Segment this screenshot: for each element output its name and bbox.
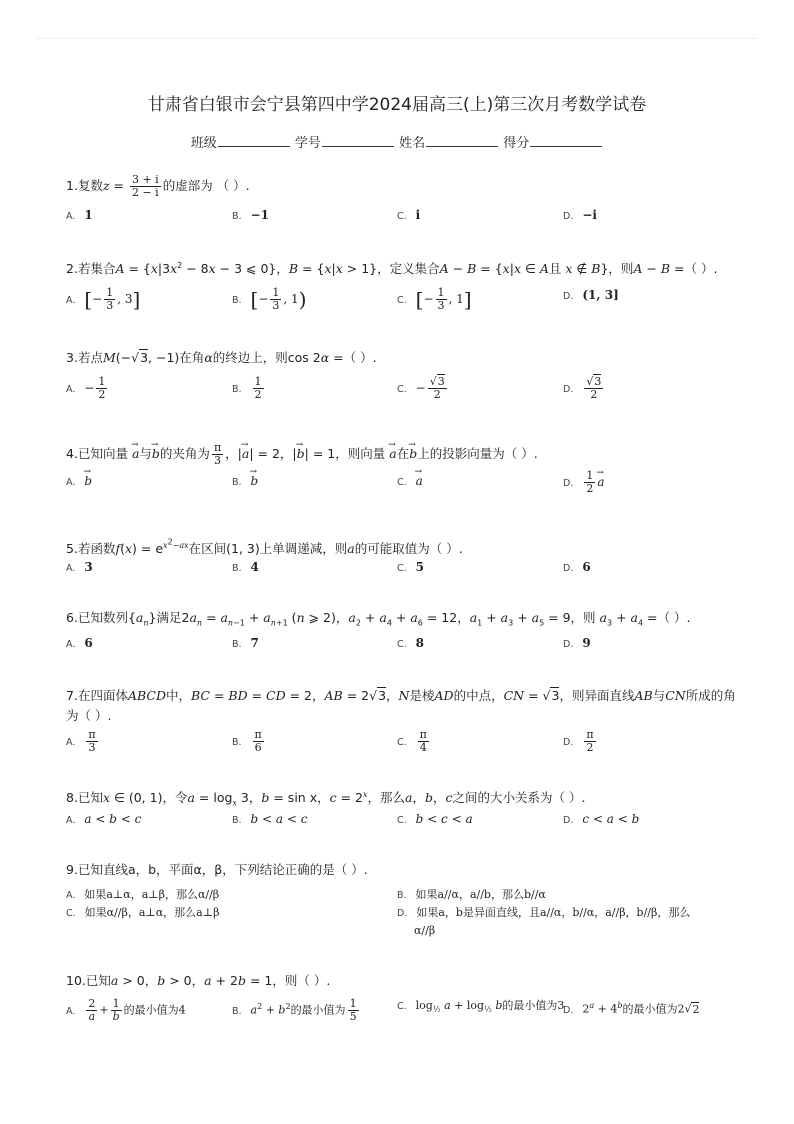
q3-option-c[interactable]: C. − $\frac{√3}{2}$ bbox=[397, 375, 445, 401]
q4-option-c[interactable]: C.→ a bbox=[397, 473, 423, 491]
q7-option-d[interactable]: D. $\frac{\pi}{2}$ bbox=[563, 728, 594, 754]
question-2: 2.若集合$A = \{x|3x^2 - 8x - 3$ ⩽ 0}，B = {x|x > 1}，定义集合A − B = {x|x ∈ A且 x ∉ B}，则A − B =（ ）. bbox=[66, 261, 718, 277]
q2-option-a[interactable]: A. [− $\frac{1}{3}$ , 3] bbox=[66, 286, 141, 312]
question-7: 7.在四面体ABCD中，BC = BD = CD = 2，AB = 2√3，N是棱AD的中点，CN = √3，则异面直线AB与CN所成的角为（ ）. bbox=[66, 688, 736, 723]
q2-option-b[interactable]: B. [− $\frac{1}{3}$ , 1) bbox=[232, 286, 307, 312]
q7-option-a[interactable]: A. $\frac{\pi}{3}$ bbox=[66, 728, 96, 754]
question-9: 9.已知直线a，b，平面α，β，下列结论正确的是（ ）. bbox=[66, 862, 368, 877]
q1-option-b[interactable]: B. −1 bbox=[232, 208, 269, 222]
class-label: 班级 bbox=[190, 136, 217, 151]
q6-option-d[interactable]: D. 9 bbox=[563, 636, 591, 650]
question-3: 3.若点M(−√3, −1)在角α的终边上，则cos 2α =（ ）. bbox=[66, 350, 377, 365]
q2-option-d[interactable]: D. (1, 3] bbox=[563, 288, 619, 302]
q8-option-a[interactable]: A. a < b < c bbox=[66, 812, 142, 826]
q6-option-c[interactable]: C. 8 bbox=[397, 636, 425, 650]
q10-option-b[interactable]: B. $a^2 + b^2$的最小值为 $\frac{1}{5}$ bbox=[232, 997, 357, 1023]
q1-option-d[interactable]: D. −i bbox=[563, 208, 597, 222]
question-5: 5.若函数$f(x) = e^{x^2-ax}$在区间(1, 3)上单调递减，则a的可能取值为（ ）. bbox=[66, 537, 463, 556]
q9-option-d[interactable]: D. 如果a，b是异面直线，且a//α，b//α，a//β，b//β，那么 bbox=[397, 906, 691, 919]
page-title: 甘肃省白银市会宁县第四中学2024届高三(上)第三次月考数学试卷 bbox=[147, 95, 647, 115]
question-6: 6.已知数列$\{a_n\}$满足$2a_n = a_{n-1} + a_{n+1}$ (n ⩾ 2)，$a_2 + a_4 + a_6 = 12$，$a_1 + a_3 + a_5 = 9$，则 $a_3 + a_4$ =（ ）. bbox=[66, 610, 691, 628]
q9-option-c[interactable]: C. 如果α//β，a⊥α，那么a⊥β bbox=[66, 906, 220, 919]
q6-option-b[interactable]: B. 7 bbox=[232, 636, 259, 650]
q5-option-a[interactable]: A. 3 bbox=[66, 560, 93, 574]
q8-option-b[interactable]: B. b < a < c bbox=[232, 812, 308, 826]
q6-option-a[interactable]: A. 6 bbox=[66, 636, 93, 650]
q5-option-c[interactable]: C. 5 bbox=[397, 560, 425, 574]
question-8: 8.已知x ∈ (0, 1)，令$a = \log_x 3$，b = sin x，$c = 2^x$，那么a，b，c之间的大小关系为（ ）. bbox=[66, 790, 586, 808]
q7-option-c[interactable]: C. $\frac{\pi}{4}$ bbox=[397, 728, 427, 754]
id-blank[interactable] bbox=[322, 135, 394, 147]
q3-option-d[interactable]: D. $\frac{√3}{2}$ bbox=[563, 375, 602, 401]
q10-option-d[interactable]: D. $2^a + 4^b$的最小值为2√2 bbox=[563, 1001, 700, 1016]
header-rule bbox=[37, 38, 757, 39]
q9-option-d-continued: α//β bbox=[414, 924, 436, 937]
q9-option-b[interactable]: B. 如果a//α，a//b，那么b//α bbox=[397, 888, 546, 901]
q4-option-b[interactable]: B.→ b bbox=[232, 473, 258, 491]
q9-option-a[interactable]: A. 如果a⊥α，a⊥β，那么α//β bbox=[66, 888, 220, 901]
score-blank[interactable] bbox=[530, 135, 602, 147]
question-4: 4.已知向量 → a与→ b的夹角为 $\frac{\pi}{3}$ ，|→ a| = 2，|→ b| = 1，则向量 → a在→ b上的投影向量为（ ）. bbox=[66, 442, 538, 467]
name-blank[interactable] bbox=[426, 135, 498, 147]
q7-option-b[interactable]: B. $\frac{\pi}{6}$ bbox=[232, 728, 262, 754]
class-blank[interactable] bbox=[218, 135, 290, 147]
q1-option-c[interactable]: C. i bbox=[397, 208, 421, 222]
q8-option-d[interactable]: D. c < a < b bbox=[563, 812, 640, 826]
q10-option-a[interactable]: A. $\frac{2}{a}$ + $\frac{1}{b}$ 的最小值为4 bbox=[66, 997, 186, 1023]
q5-option-d[interactable]: D. 6 bbox=[563, 560, 591, 574]
id-label: 学号 bbox=[294, 136, 321, 151]
q1-option-a[interactable]: A. 1 bbox=[66, 208, 93, 222]
q3-option-b[interactable]: B. $\frac{1}{2}$ bbox=[232, 375, 262, 401]
student-info-line bbox=[0, 132, 794, 151]
q2-option-c[interactable]: C. [− $\frac{1}{3}$ , 1] bbox=[397, 286, 472, 312]
name-label: 姓名 bbox=[399, 136, 426, 151]
q8-option-c[interactable]: C. b < c < a bbox=[397, 812, 473, 826]
question-10: 10.已知a > 0，b > 0，a + 2b = 1，则（ ）. bbox=[66, 973, 331, 988]
q5-option-b[interactable]: B. 4 bbox=[232, 560, 259, 574]
q4-option-d[interactable]: D. $\frac{1}{2}$ → a bbox=[563, 470, 605, 495]
q3-option-a[interactable]: A. − $\frac{1}{2}$ bbox=[66, 375, 106, 401]
score-label: 得分 bbox=[503, 136, 530, 151]
q10-option-c[interactable]: C. $\log_{\frac{1}{2}} a + \log_{\frac{1}{2}} b$的最小值为3 bbox=[397, 999, 565, 1015]
question-1: 1.复数z = $\frac{3 + i}{2 - i}$ 的虚部为 （ ）. bbox=[66, 173, 250, 199]
q4-option-a[interactable]: A.→ b bbox=[66, 473, 92, 491]
